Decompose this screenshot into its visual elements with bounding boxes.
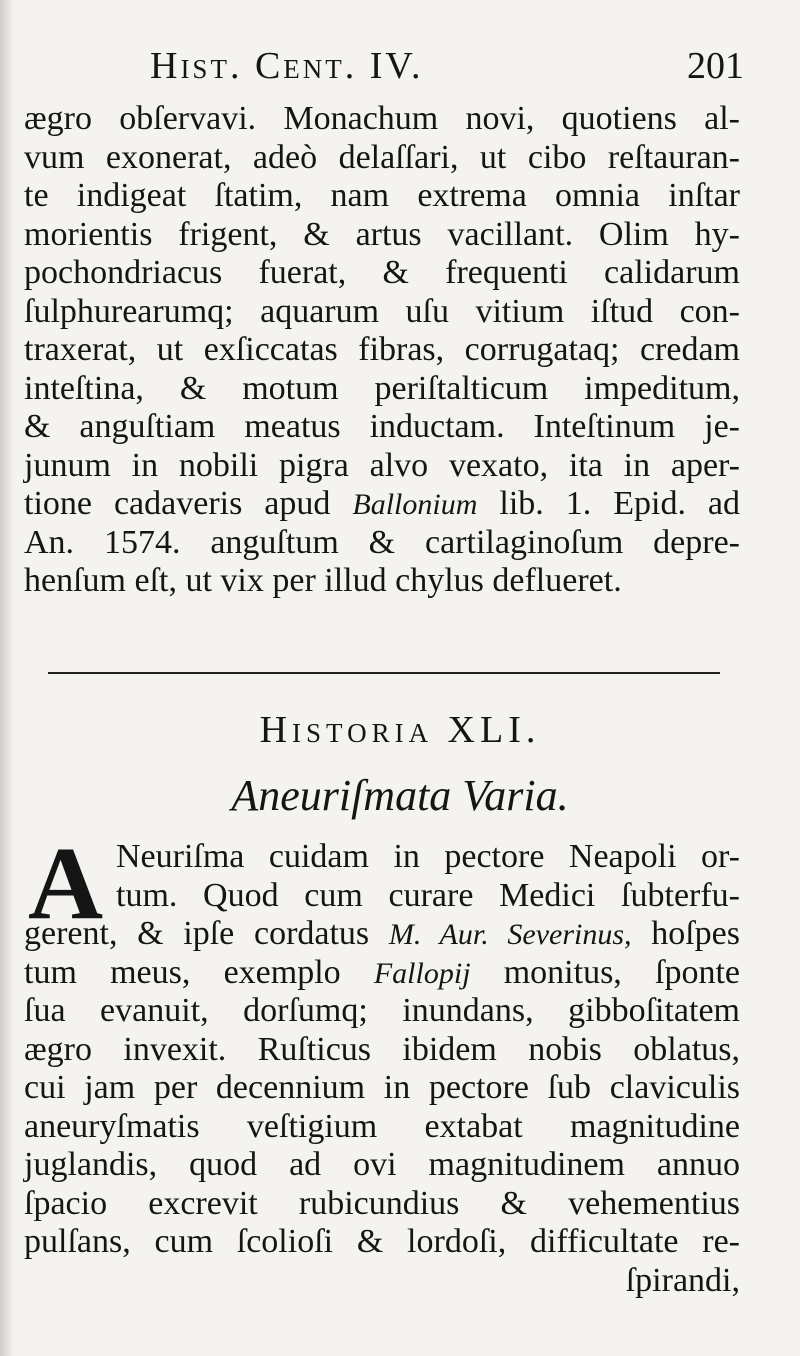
text-line: vum exonerat, adeò delaſſari, ut cibo reſtauran- bbox=[24, 138, 740, 176]
history-title: Historia XLI. bbox=[259, 709, 541, 751]
page-header bbox=[0, 44, 800, 94]
author-name-italic: M. Aur. Severinus, bbox=[388, 918, 632, 951]
text-line: morientis frigent, & artus vacillant. Olim hy- bbox=[24, 215, 740, 253]
history-subtitle: Aneuriſmata Varia. bbox=[231, 771, 569, 820]
text-line: Neuriſma cuidam in pectore Neapoli or- bbox=[116, 838, 740, 875]
text-line bbox=[24, 485, 740, 524]
author-name-italic: Fallopij bbox=[373, 956, 471, 990]
author-name-italic: Ballonium bbox=[352, 488, 478, 521]
text-segment: tum meus, exemplo bbox=[24, 953, 341, 991]
text-line: juglandis, quod ad ovi magnitudinem annuo bbox=[24, 1146, 740, 1183]
text-line: ſua evanuit, dorſumq; inundans, gibboſitatem bbox=[24, 992, 740, 1029]
text-block-2 bbox=[24, 838, 740, 1300]
drop-cap: A bbox=[28, 826, 104, 941]
text-line: inteſtina, & motum periſtalticum impeditum, bbox=[24, 369, 740, 407]
text-line: traxerat, ut exſiccatas fibras, corrugataq; credam bbox=[24, 331, 740, 368]
text-line: henſum eſt, ut vix per illud chylus deflueret. bbox=[24, 562, 622, 599]
text-line: aneuryſmatis veſtigium extabat magnitudine bbox=[24, 1107, 740, 1145]
text-line: pochondriacus fuerat, & frequenti calidarum bbox=[24, 254, 740, 291]
running-head: Hist. Cent. IV. bbox=[150, 45, 424, 87]
text-line bbox=[24, 954, 740, 993]
text-line: te indigeat ſtatim, nam extrema omnia inſtar bbox=[24, 177, 740, 214]
section-rule bbox=[48, 672, 720, 674]
text-line bbox=[24, 915, 740, 954]
text-block-1 bbox=[24, 100, 740, 601]
text-line: An. 1574. anguſtum & cartilaginoſum depre- bbox=[24, 523, 740, 561]
text-line: ægro invexit. Ruſticus ibidem nobis oblatus, bbox=[24, 1030, 740, 1068]
gutter-shadow bbox=[0, 0, 14, 1356]
text-segment: gerent, & ipſe cordatus bbox=[24, 915, 370, 952]
text-line: cui jam per decennium in pectore ſub claviculis bbox=[24, 1069, 740, 1106]
text-line: & anguſtiam meatus inductam. Inteſtinum je- bbox=[24, 408, 740, 445]
text-line: pulſans, cum ſcolioſi & lordoſi, difficultate re- bbox=[24, 1223, 740, 1260]
text-line: ſpacio excrevit rubicundius & vehementius bbox=[24, 1184, 740, 1222]
text-segment: tione cadaveris apud bbox=[24, 485, 331, 522]
text-line: tum. Quod cum curare Medici ſubterfu- bbox=[116, 876, 740, 914]
text-line: junum in nobili pigra alvo vexato, ita in aper- bbox=[24, 446, 740, 484]
text-segment: lib. 1. Epid. ad bbox=[499, 485, 741, 522]
text-line: ſpirandi, bbox=[625, 1261, 740, 1299]
text-segment: monitus, ſponte bbox=[503, 953, 740, 991]
text-segment: hoſpes bbox=[651, 915, 741, 952]
text-line: ægro obſervavi. Monachum novi, quotiens al- bbox=[24, 100, 740, 137]
page-number: 201 bbox=[687, 45, 744, 87]
text-line: ſulphurearumq; aquarum uſu vitium iſtud con- bbox=[24, 292, 740, 330]
